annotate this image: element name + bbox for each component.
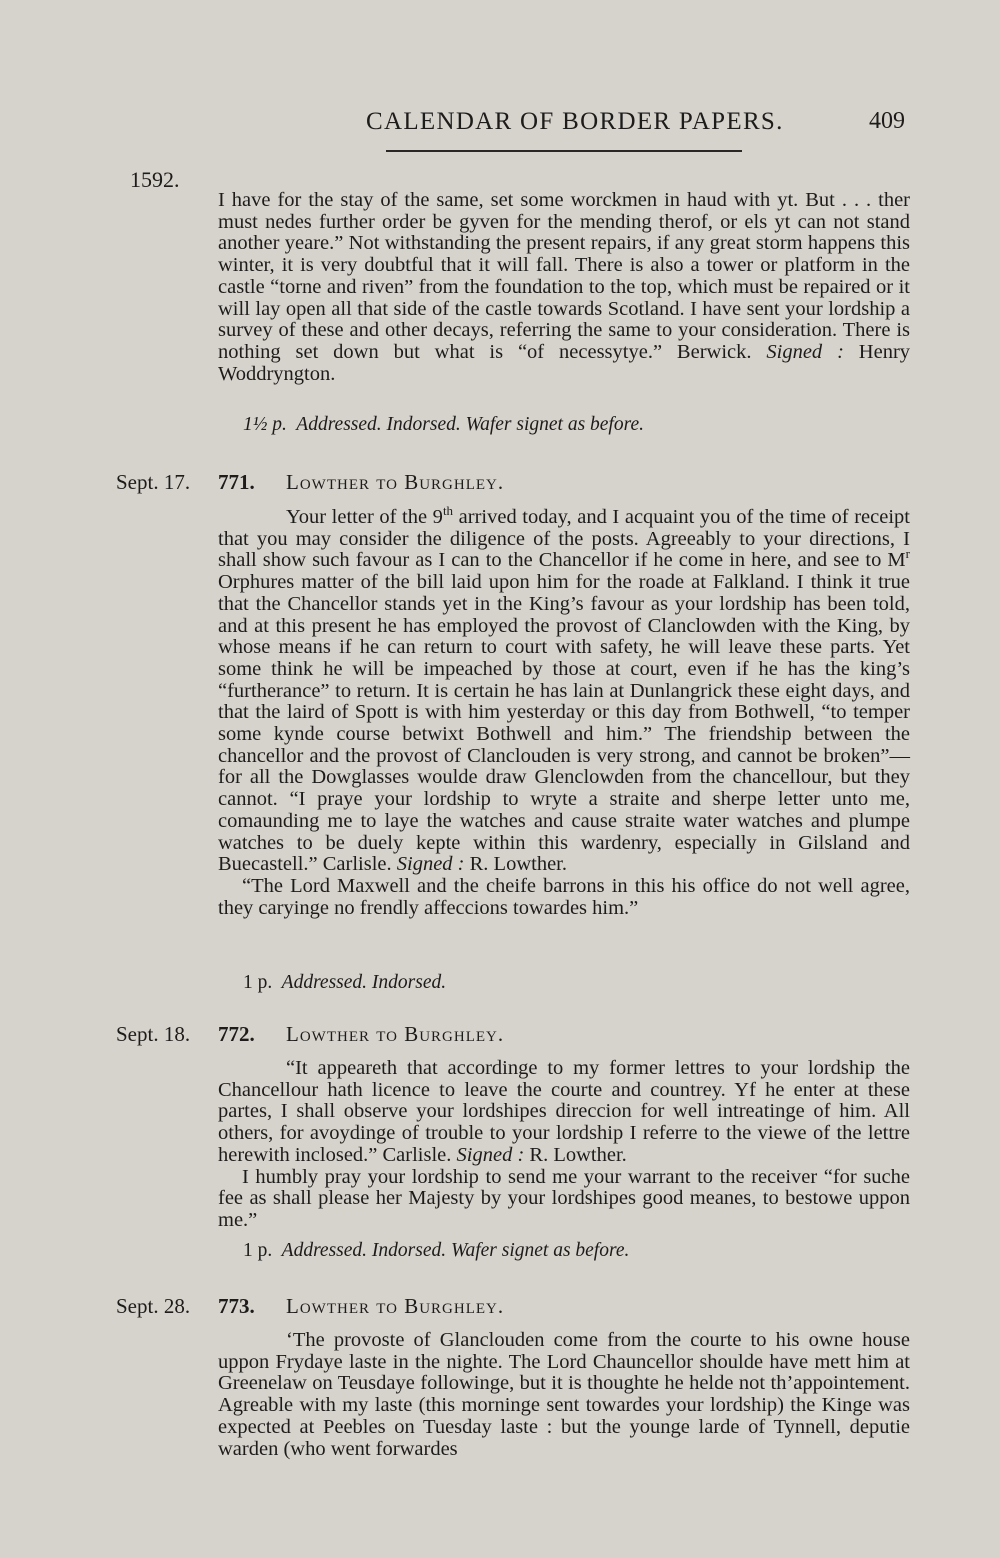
- entry-heading: Lowther to Burghley.: [286, 470, 505, 494]
- continuation-text: I have for the stay of the same, set some worckmen in haud with yt. But . . . ther must nedes further order be gyven for the mending therof, or els yt can not stand another yeare.” Not withstanding the present repairs, if any great storm happens this winter, it is very doubtful that it will fall. There is also a tower or platform in the castle “torne and riven” from the foundation to the top, which must be repaired or it will lay open all that side of the castle towards Scotland. I have sent your lordship a survey of these and other decays, referring the same to your consideration. There is nothing set down but what is “of necessytye.” Berwick.: [218, 189, 910, 363]
- entry-date: Sept. 17.: [116, 470, 191, 494]
- endorsement-note: [243, 1240, 629, 1262]
- signed-label: Signed :: [766, 340, 844, 363]
- endorsement-note: [243, 972, 446, 994]
- entry-heading: Lowther to Burghley.: [286, 1294, 505, 1318]
- entry-number: 773.: [218, 1294, 255, 1318]
- entry-heading: Lowther to Burghley.: [286, 1022, 505, 1046]
- entry-text: I humbly pray your lordship to send me your warrant to the receiver “for suche fee as shall please her Majesty by your lordshipes good meanes, to bestowe uppon me.”: [218, 1165, 910, 1231]
- signed-label: Signed :: [396, 853, 465, 876]
- entry-text: ‘The provoste of Glanclouden come from the courte to his owne house uppon Frydaye laste in the nighte. The Lord Chauncellor shoulde have mett him at Greenelaw on Teusdaye followinge, but it is thoughte he helde not th’appointement. Agreable with my laste (this morninge sent towardes your lordship) the Kinge was expected at Peebles on Tuesday laste : but the younge larde of Tynnell, deputie warden (who went forwardes: [218, 1329, 910, 1460]
- entry-text: Orphures matter of the bill laid upon him for the roade at Falkland. I think it true that the Chancellor stands yet in the King’s favour as your lordship has been told, and at this present he has employed the provost of Clanclowden with the King, by whose means if he can return to court with safety, he will leave these parts. Yet some think he will be impeached by those at court, even if he has the king’s “furtherance” to return. It is certain he has lain at Dunlangrick these eight days, and that the laird of Spott is with him yesterday or this day from Bothwell, “to temper some kynde course betwixt Bothwell and him.” The friendship between the chancellor and the provost of Clanclouden is very strong, and cannot be broken”—for all the Dowglasses woulde draw Glenclowden from the chancellour, but they cannot. “I praye your lordship to wryte a straite and sherpe letter unto me, comaunding me to laye the watches and cause straite water watches and plumpe watches to be duely kepte within this wardenry, especially in Gilsland and Buecastell.” Carlisle.: [218, 571, 910, 876]
- margin-year: 1592.: [130, 167, 180, 192]
- signed-label: Signed :: [456, 1143, 525, 1166]
- note-flags: Addressed. Indorsed. Wafer signet as before.: [281, 1240, 630, 1261]
- entry-number: 772.: [218, 1022, 255, 1046]
- continuation-paragraph: [218, 190, 910, 385]
- signed-name: Henry Woddryngton.: [218, 340, 911, 385]
- entry-text: “It appeareth that accordinge to my former lettres to your lordship the Chancellour hath licence to leave the courte and countrey. Yf he enter at these partes, I shall observe your lordshipes direccion for well intreatinge of him. All others, for avoydinge of trouble to your lordship I referre to the viewe of the lettre herewith inclosed.” Carlisle.: [218, 1057, 910, 1166]
- signed-name: R. Lowther.: [529, 1143, 627, 1166]
- note-flags: Addressed. Indorsed.: [281, 972, 447, 993]
- note-size: 1 p.: [243, 1240, 273, 1261]
- entry-number: 771.: [218, 470, 255, 494]
- note-size: 1½ p.: [243, 414, 287, 435]
- entry-text: Your letter of the 9: [286, 506, 443, 528]
- running-title: CALENDAR OF BORDER PAPERS.: [366, 108, 784, 135]
- superscript: th: [442, 503, 454, 519]
- entry-paragraph: [218, 503, 910, 919]
- endorsement-note: [243, 414, 644, 436]
- header-rule: [386, 150, 742, 152]
- entry-date: Sept. 18.: [116, 1022, 191, 1046]
- superscript: r: [905, 546, 910, 562]
- entry-date: Sept. 28.: [116, 1294, 191, 1318]
- entry-paragraph: [218, 1330, 910, 1460]
- entry-text: arrived today, and I acquaint you of the time of receipt that you may consider the diligence of the posts. Agreeably to your directions, I shall show such favour as I can to the Chancellor if he come in here, and see to M: [218, 506, 910, 572]
- page-number: 409: [869, 108, 905, 134]
- entry-paragraph: [218, 1058, 910, 1232]
- entry-quote: “The Lord Maxwell and the cheife barrons in this his office do not well agree, they caryinge no frendly affeccions towardes him.”: [218, 874, 910, 919]
- note-size: 1 p.: [243, 972, 273, 993]
- running-header: [0, 108, 1000, 144]
- signed-name: R. Lowther.: [469, 853, 567, 876]
- note-flags: Addressed. Indorsed. Wafer signet as before.: [296, 414, 644, 435]
